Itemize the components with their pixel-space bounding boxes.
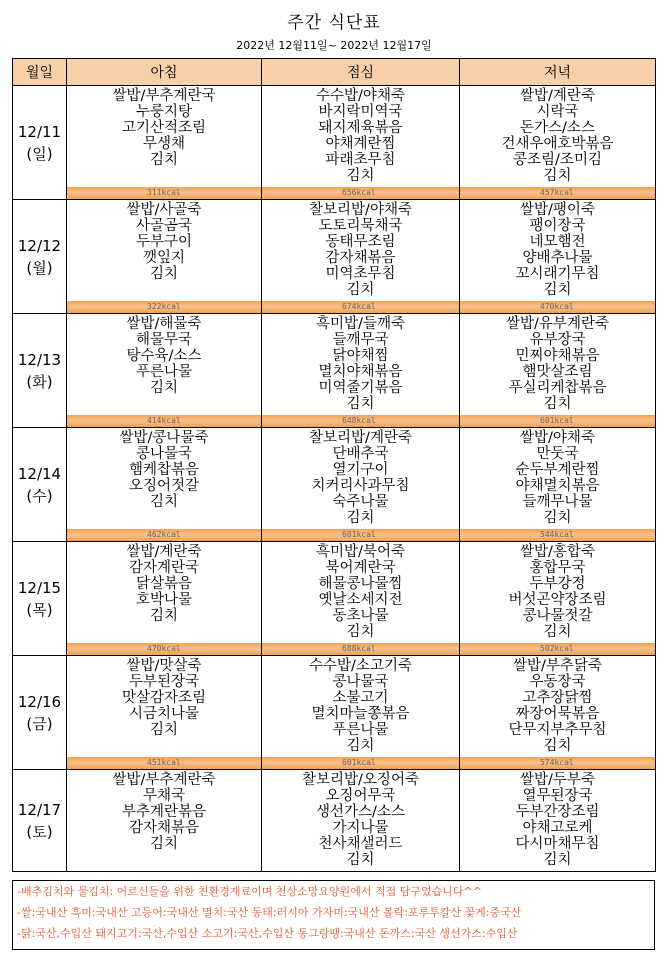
lunch-item: 가지나물	[332, 820, 389, 836]
day-date-cell	[13, 656, 67, 770]
breakfast-items	[67, 314, 261, 415]
breakfast-item: 김치	[149, 608, 178, 624]
lunch-item: 찰보리밥/야채죽	[309, 202, 412, 218]
lunch-item: 치커리사과무침	[311, 478, 410, 494]
lunch-item: 김치	[346, 852, 375, 868]
dinner-items	[460, 542, 655, 643]
page-title: 주간 식단표	[287, 13, 381, 33]
dinner-item: 홍합무국	[529, 560, 586, 576]
dinner-cell	[460, 542, 656, 656]
breakfast-item: 두부된장국	[128, 674, 200, 690]
dinner-cell	[460, 428, 656, 542]
dinner-cell	[460, 770, 656, 872]
dinner-item: 김치	[543, 852, 572, 868]
dinner-item: 시락국	[536, 104, 579, 120]
breakfast-item: 무채국	[142, 788, 186, 804]
note-kimchi: -배추김치와 물김치: 어르신들을 위한 친환경재료이며 천상소망요양원에서 직접 담구었습니다^^	[17, 885, 482, 898]
lunch-cell	[262, 314, 460, 428]
breakfast-items	[67, 542, 261, 643]
breakfast-item: 쌀밥/계란죽	[126, 544, 202, 560]
lunch-item: 김치	[346, 282, 375, 298]
breakfast-cell	[67, 542, 262, 656]
breakfast-kcal-bar: 311kcal	[67, 187, 261, 199]
lunch-kcal-bar: 648kcal	[262, 415, 459, 427]
lunch-items	[262, 314, 459, 415]
day-weekday: (월)	[26, 258, 53, 277]
day-date-cell	[13, 86, 67, 200]
day-weekday: (토)	[26, 822, 53, 841]
day-row	[13, 86, 656, 200]
dinner-item: 쌀밥/부추닭죽	[513, 658, 602, 674]
breakfast-cell	[67, 656, 262, 770]
dinner-kcal-bar: 544kcal	[460, 529, 655, 541]
day-row	[13, 656, 656, 770]
dinner-item: 쌀밥/야채죽	[520, 430, 595, 446]
breakfast-item: 김치	[149, 494, 178, 510]
dinner-cell	[460, 200, 656, 314]
dinner-item: 다시마채무침	[515, 836, 600, 852]
breakfast-item: 쌀밥/맛살죽	[126, 658, 202, 674]
day-weekday: (수)	[26, 486, 53, 505]
lunch-kcal-bar: 601kcal	[262, 757, 459, 769]
lunch-item: 들깨무국	[332, 332, 389, 348]
header-lunch: 점심	[262, 59, 460, 86]
lunch-item: 열기구이	[332, 462, 389, 478]
dinner-items	[460, 428, 655, 529]
breakfast-item: 쌀밥/사골죽	[126, 202, 202, 218]
breakfast-item: 무생채	[142, 136, 186, 152]
dinner-kcal-bar: 601kcal	[460, 415, 655, 427]
dinner-item: 고추장닭찜	[522, 690, 593, 706]
lunch-item: 단배추국	[332, 446, 389, 462]
dinner-cell	[460, 314, 656, 428]
lunch-item: 소불고기	[332, 690, 389, 706]
day-row	[13, 428, 656, 542]
breakfast-kcal-bar: 322kcal	[67, 301, 261, 313]
lunch-item: 멸치마늘쫑볶음	[311, 706, 410, 722]
dinner-item: 꼬시래기무침	[515, 266, 600, 282]
breakfast-kcal-bar: 470kcal	[67, 643, 261, 655]
dinner-item: 김치	[543, 168, 572, 184]
day-row	[13, 200, 656, 314]
lunch-cell	[262, 542, 460, 656]
dinner-item: 김치	[543, 510, 572, 526]
day-date-cell	[13, 314, 67, 428]
dinner-item: 푸실리케찹볶음	[508, 380, 607, 396]
menu-body	[13, 86, 656, 872]
day-date: 12/15	[17, 578, 62, 597]
lunch-kcal-bar: 674kcal	[262, 301, 459, 313]
lunch-kcal-bar: 601kcal	[262, 529, 459, 541]
dinner-item: 우동장국	[529, 674, 586, 690]
lunch-item: 오징어무국	[325, 788, 396, 804]
breakfast-items	[67, 428, 261, 529]
breakfast-item: 푸른나물	[135, 364, 193, 380]
day-date: 12/17	[17, 800, 62, 819]
day-date: 12/13	[17, 350, 62, 369]
dinner-items	[460, 86, 655, 187]
breakfast-item: 김치	[149, 380, 178, 396]
lunch-item: 흑미밥/북어죽	[316, 544, 405, 560]
dinner-item: 민찌야채볶음	[515, 348, 600, 364]
breakfast-item: 쌀밥/해물죽	[126, 316, 202, 332]
breakfast-item: 감자채볶음	[128, 820, 200, 836]
breakfast-item: 김치	[149, 266, 178, 282]
breakfast-item: 누룽지탕	[135, 104, 193, 120]
date-range: 2022년 12월11일~ 2022년 12월17일	[236, 39, 432, 52]
header-row	[13, 59, 656, 86]
lunch-item: 감자채볶음	[325, 250, 396, 266]
dinner-item: 돈가스/소스	[520, 120, 595, 136]
dinner-item: 쌀밥/홍합죽	[520, 544, 595, 560]
day-weekday: (금)	[26, 714, 53, 733]
lunch-items	[262, 542, 459, 643]
day-row	[13, 314, 656, 428]
breakfast-kcal-bar: 462kcal	[67, 529, 261, 541]
lunch-item: 동태무조림	[325, 234, 396, 250]
breakfast-item: 쌀밥/부추계란국	[112, 88, 216, 104]
lunch-item: 미역줄기볶음	[318, 380, 403, 396]
day-date: 12/12	[17, 236, 62, 255]
breakfast-item: 햄케찹볶음	[128, 462, 200, 478]
breakfast-item: 깻잎지	[142, 250, 186, 266]
breakfast-kcal-bar: 414kcal	[67, 415, 261, 427]
notes-box	[12, 880, 655, 950]
breakfast-items	[67, 86, 261, 187]
lunch-item: 김치	[346, 168, 375, 184]
breakfast-item: 맛살감자조림	[121, 690, 207, 706]
dinner-kcal-bar: 457kcal	[460, 187, 655, 199]
dinner-item: 열무된장국	[522, 788, 593, 804]
lunch-item: 도토리묵채국	[318, 218, 403, 234]
breakfast-item: 김치	[149, 722, 178, 738]
day-date: 12/11	[17, 122, 62, 141]
dinner-item: 유부장국	[529, 332, 586, 348]
dinner-item: 두부간장조림	[515, 804, 600, 820]
dinner-cell	[460, 656, 656, 770]
dinner-kcal-bar: 574kcal	[460, 757, 655, 769]
header-dinner: 저녁	[460, 59, 656, 86]
header-breakfast: 아침	[67, 59, 262, 86]
dinner-item: 짜장어묵볶음	[515, 706, 600, 722]
breakfast-item: 닭살볶음	[135, 576, 193, 592]
dinner-item: 두부강정	[529, 576, 586, 592]
dinner-item: 쌀밥/유부계란죽	[506, 316, 609, 332]
dinner-items	[460, 770, 655, 871]
note-origin-1: -쌀:국내산 흑미:국내산 고등어:국내산 멸치:국산 동태:러시아 가자미:국내산 볼락:포루투칼산 꽃게:중국산	[17, 906, 522, 919]
dinner-item: 콩나물젓갈	[522, 608, 593, 624]
lunch-item: 돼지제육볶음	[318, 120, 403, 136]
lunch-item: 흑미밥/들깨죽	[316, 316, 405, 332]
lunch-kcal-bar: 656kcal	[262, 187, 459, 199]
dinner-item: 김치	[543, 624, 572, 640]
day-date-cell	[13, 770, 67, 872]
lunch-item: 찰보리밥/계란죽	[309, 430, 412, 446]
breakfast-items	[67, 200, 261, 301]
breakfast-item: 사골곰국	[135, 218, 193, 234]
lunch-cell	[262, 86, 460, 200]
lunch-kcal-bar: 688kcal	[262, 643, 459, 655]
lunch-item: 콩나물국	[332, 674, 389, 690]
day-row	[13, 542, 656, 656]
breakfast-items	[67, 770, 261, 871]
breakfast-item: 부추계란볶음	[121, 804, 207, 820]
day-row	[13, 770, 656, 872]
breakfast-item: 김치	[149, 152, 178, 168]
breakfast-cell	[67, 200, 262, 314]
dinner-items	[460, 314, 655, 415]
breakfast-cell	[67, 314, 262, 428]
dinner-item: 단무지부추무침	[508, 722, 607, 738]
breakfast-item: 두부구이	[135, 234, 193, 250]
dinner-kcal-bar: 470kcal	[460, 301, 655, 313]
lunch-items	[262, 656, 459, 757]
lunch-item: 수수밥/야채죽	[316, 88, 405, 104]
note-origin-2: -닭:국산,수입산 돼지고기:국산,수입산 소고기:국산,수입산 동그랑땡:국내산 돈까스:국산 생선가스:수입산	[17, 927, 518, 940]
lunch-cell	[262, 656, 460, 770]
lunch-item: 파래초무침	[325, 152, 396, 168]
breakfast-item: 해물무국	[135, 332, 193, 348]
dinner-items	[460, 656, 655, 757]
breakfast-cell	[67, 770, 262, 872]
dinner-item: 버섯곤약장조림	[508, 592, 607, 608]
breakfast-item: 호박나물	[135, 592, 193, 608]
breakfast-cell	[67, 86, 262, 200]
lunch-item: 멸치야채볶음	[318, 364, 403, 380]
lunch-item: 김치	[346, 738, 375, 754]
lunch-item: 김치	[346, 624, 375, 640]
lunch-items	[262, 428, 459, 529]
header-date: 월일	[13, 59, 67, 86]
dinner-item: 양배추나물	[522, 250, 593, 266]
day-date-cell	[13, 200, 67, 314]
day-weekday: (목)	[26, 600, 53, 619]
lunch-item: 생선가스/소스	[316, 804, 405, 820]
lunch-item: 김치	[346, 396, 375, 412]
dinner-item: 만둣국	[536, 446, 579, 462]
lunch-item: 미역초무침	[325, 266, 396, 282]
lunch-item: 푸른나물	[332, 722, 389, 738]
lunch-item: 옛날소세지전	[318, 592, 403, 608]
dinner-item: 팽이장국	[529, 218, 586, 234]
dinner-item: 김치	[543, 396, 572, 412]
dinner-item: 순두부계란찜	[515, 462, 600, 478]
dinner-item: 쌀밥/계란죽	[520, 88, 595, 104]
dinner-item: 쌀밥/두부죽	[520, 772, 595, 788]
day-date-cell	[13, 428, 67, 542]
lunch-item: 숙주나물	[332, 494, 389, 510]
breakfast-items	[67, 656, 261, 757]
lunch-cell	[262, 200, 460, 314]
breakfast-item: 오징어젓갈	[128, 478, 200, 494]
lunch-item: 바지락미역국	[318, 104, 403, 120]
day-date: 12/16	[17, 692, 62, 711]
lunch-items	[262, 86, 459, 187]
dinner-item: 김치	[543, 738, 572, 754]
breakfast-item: 콩나물국	[135, 446, 193, 462]
lunch-item: 수수밥/소고기죽	[309, 658, 412, 674]
breakfast-item: 김치	[149, 836, 178, 852]
breakfast-item: 감자계란국	[128, 560, 200, 576]
breakfast-cell	[67, 428, 262, 542]
lunch-item: 천사채샐러드	[318, 836, 403, 852]
lunch-item: 찰보리밥/오징어죽	[302, 772, 419, 788]
dinner-item: 네모햄전	[529, 234, 586, 250]
day-date-cell	[13, 542, 67, 656]
dinner-items	[460, 200, 655, 301]
dinner-item: 야채멸치볶음	[515, 478, 600, 494]
lunch-item: 해물콩나물찜	[318, 576, 403, 592]
lunch-items	[262, 200, 459, 301]
breakfast-item: 시금치나물	[128, 706, 200, 722]
lunch-items	[262, 770, 459, 871]
lunch-item: 김치	[346, 510, 375, 526]
dinner-item: 들깨무나물	[522, 494, 593, 510]
dinner-item: 햄맛살조림	[522, 364, 593, 380]
lunch-cell	[262, 428, 460, 542]
lunch-item: 닭야채찜	[332, 348, 389, 364]
dinner-item: 쌀밥/팽이죽	[520, 202, 595, 218]
day-weekday: (화)	[26, 372, 53, 391]
lunch-item: 동초나물	[332, 608, 389, 624]
lunch-item: 북어계란국	[325, 560, 396, 576]
breakfast-item: 쌀밥/콩나물죽	[119, 430, 209, 446]
menu-table	[12, 58, 656, 872]
dinner-item: 야채고로케	[522, 820, 593, 836]
lunch-cell	[262, 770, 460, 872]
day-weekday: (일)	[26, 144, 53, 163]
breakfast-item: 탕수육/소스	[126, 348, 202, 364]
breakfast-kcal-bar: 451kcal	[67, 757, 261, 769]
dinner-item: 건새우애호박볶음	[501, 136, 614, 152]
dinner-cell	[460, 86, 656, 200]
dinner-item: 콩조림/조미김	[513, 152, 602, 168]
dinner-kcal-bar: 502kcal	[460, 643, 655, 655]
breakfast-item: 고기산적조림	[121, 120, 207, 136]
dinner-item: 김치	[543, 282, 572, 298]
breakfast-item: 쌀밥/부추계란죽	[112, 772, 216, 788]
day-date: 12/14	[17, 464, 62, 483]
lunch-item: 야채계란찜	[325, 136, 396, 152]
